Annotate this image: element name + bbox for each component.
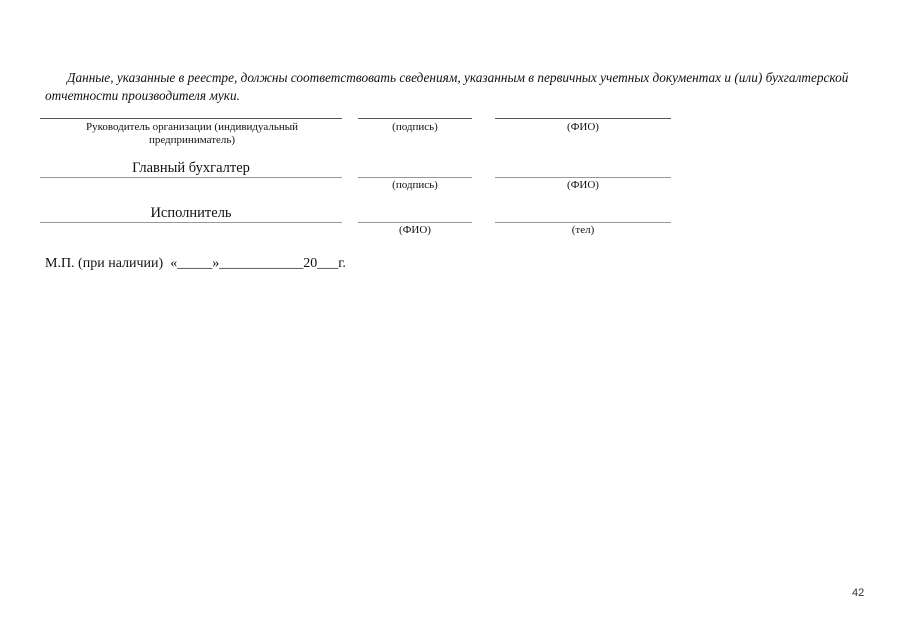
signature-line-head-position [40, 118, 342, 119]
signature-line-executor-phone [495, 222, 671, 223]
signature-line-head-signature [358, 118, 472, 119]
signature-line-executor-name [358, 222, 472, 223]
signature-line-accountant-name [495, 177, 671, 178]
chief-accountant-label: Главный бухгалтер [132, 160, 250, 176]
page-number: 42 [852, 587, 865, 599]
head-name-caption: (ФИО) [567, 121, 599, 133]
signature-line-accountant-signature [358, 177, 472, 178]
head-signature-caption: (подпись) [392, 121, 438, 133]
signature-line-head-name [495, 118, 671, 119]
executor-phone-caption: (тел) [571, 224, 595, 236]
signature-line-accountant-position [40, 177, 342, 178]
head-label: Руководитель организации (индивидуальный предприниматель) [85, 121, 299, 146]
seal-date-line: М.П. (при наличии) «_____»____________20___г. [45, 256, 346, 271]
executor-label: Исполнитель [150, 205, 232, 221]
executor-name-caption: (ФИО) [399, 224, 431, 236]
accountant-signature-caption: (подпись) [392, 179, 438, 191]
signature-line-executor-position [40, 222, 342, 223]
accountant-name-caption: (ФИО) [567, 179, 599, 191]
intro-paragraph: Данные, указанные в реестре, должны соответствовать сведениям, указанным в первичных учетных документах и (или) бухгалтерской отчетности производителя муки. [45, 70, 849, 103]
